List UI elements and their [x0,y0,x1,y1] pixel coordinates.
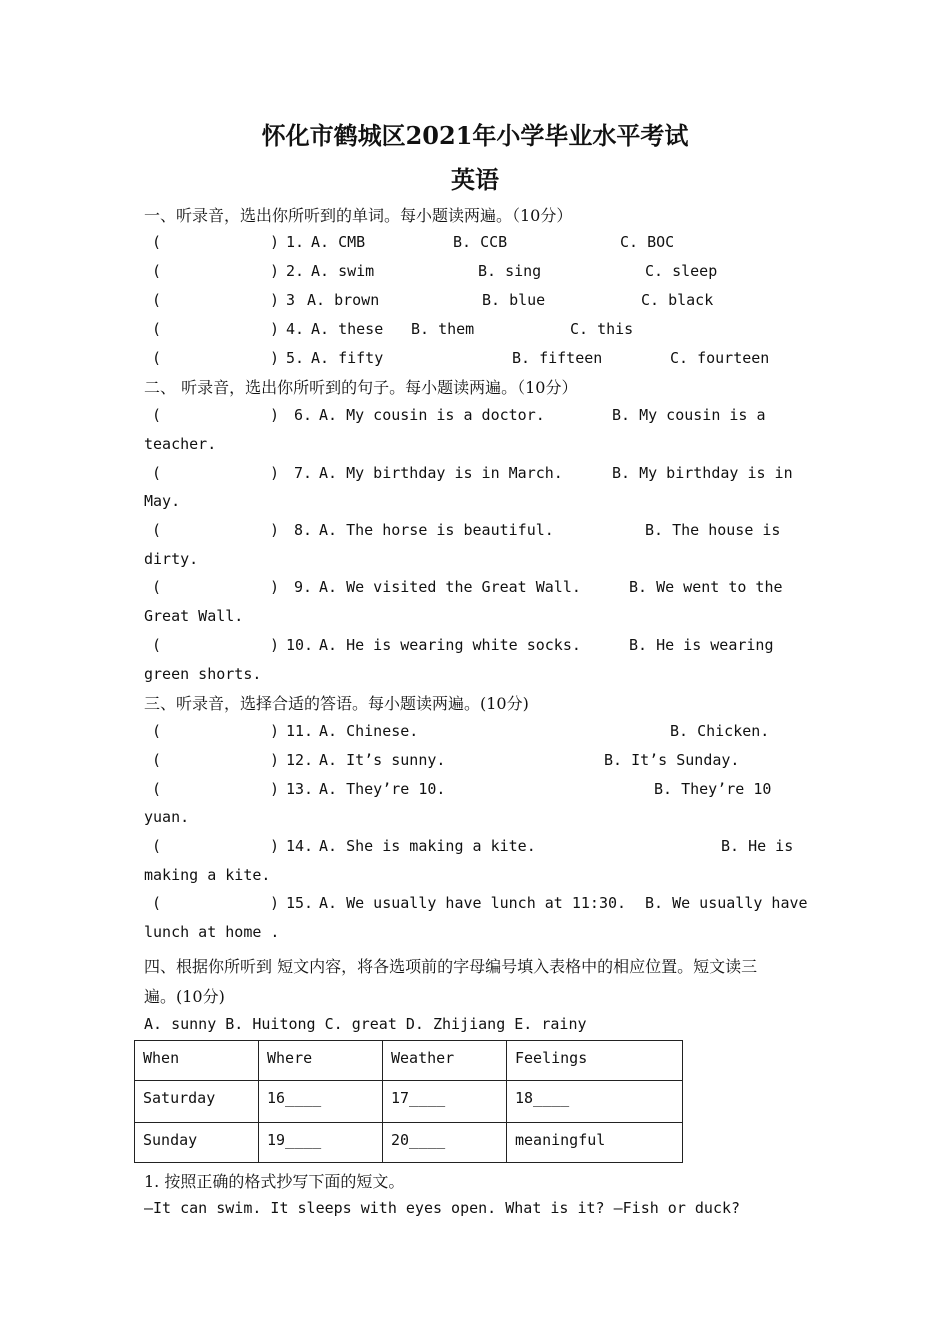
option-b: B. We went to the [629,578,783,596]
question-number: 10. [286,636,314,654]
answer-blank-open: ( [152,780,162,798]
option-a: A. fifty [311,349,384,367]
question-10-continued: green shorts. [144,665,262,683]
option-c: C. BOC [620,233,675,251]
answer-blank-close: ) [270,349,280,367]
answer-blank-open: ( [152,262,162,280]
table-cell: meaningful [507,1123,683,1163]
table-header-cell: Where [259,1041,383,1081]
question-13-continued: yuan. [144,808,190,826]
option-a: A. The horse is beautiful. [319,521,554,539]
table-cell: Sunday [135,1123,259,1163]
answer-blank-open: ( [152,751,162,769]
question-15-continued: lunch at home . [144,923,280,941]
question-number: 9. [294,578,313,596]
page-subtitle: 英语 [451,165,499,194]
question-number: 5. [286,349,305,367]
table-cell: 16____ [259,1081,383,1123]
table-cell: 18____ [507,1081,683,1123]
answer-blank-close: ) [270,578,280,596]
answer-blank-close: ) [270,751,280,769]
question-6 [144,406,804,428]
answer-blank-open: ( [152,636,162,654]
section-3-heading: 三、听录音，选择合适的答语。每小题读两遍。(10分) [144,694,529,713]
option-b: B. He is [721,837,794,855]
answer-blank-open: ( [152,894,162,912]
question-2 [144,262,804,284]
question-8-continued: dirty. [144,550,199,568]
answer-blank-close: ) [270,233,280,251]
table-header-cell: Weather [383,1041,507,1081]
table-row [135,1123,683,1163]
answer-blank-open: ( [152,722,162,740]
question-1 [144,233,804,255]
option-a: A. My cousin is a doctor. [319,406,545,424]
table-header-cell: Feelings [507,1041,683,1081]
option-a: A. Chinese. [319,722,419,740]
option-a: A. He is wearing white socks. [319,636,581,654]
section-5-heading: 1. 按照正确的格式抄写下面的短文。 [144,1172,405,1191]
option-c: C. black [641,291,714,309]
answer-blank-close: ) [270,894,280,912]
option-b: B. The house is [645,521,781,539]
option-a: A. CMB [311,233,366,251]
answer-blank-open: ( [152,349,162,367]
option-a: A. It’s sunny. [319,751,446,769]
question-15 [144,894,808,916]
option-b: B. He is wearing [629,636,774,654]
option-a: A. My birthday is in March. [319,464,563,482]
question-4 [144,320,804,342]
question-6-continued: teacher. [144,435,217,453]
answer-blank-open: ( [152,406,162,424]
option-b: B. They’re 10 [654,780,772,798]
question-14 [144,837,804,859]
option-b: B. My cousin is a [612,406,766,424]
section-4-heading-continued: 遍。(10分) [144,987,225,1006]
answer-blank-open: ( [152,233,162,251]
table-header-row [135,1041,683,1081]
answer-blank-close: ) [270,521,280,539]
question-9 [144,578,804,600]
option-c: C. sleep [645,262,718,280]
answer-blank-close: ) [270,291,280,309]
question-number: 8. [294,521,313,539]
option-b: B. My birthday is in [612,464,793,482]
option-a: A. these [311,320,384,338]
question-5 [144,349,804,371]
answer-blank-open: ( [152,291,162,309]
answer-blank-close: ) [270,406,280,424]
option-c: C. this [570,320,634,338]
answer-blank-close: ) [270,636,280,654]
option-a: A. We usually have lunch at 11:30. [319,894,627,912]
table-header-cell: When [135,1041,259,1081]
table-cell: Saturday [135,1081,259,1123]
section-4-options: A. sunny B. Huitong C. great D. Zhijiang E. rainy [144,1015,587,1033]
question-number: 1. [286,233,305,251]
option-b: B. CCB [453,233,508,251]
question-9-continued: Great Wall. [144,607,244,625]
option-b: B. It’s Sunday. [604,751,740,769]
question-10 [144,636,804,658]
answer-blank-close: ) [270,722,280,740]
option-b: B. Chicken. [670,722,770,740]
question-number: 11. [286,722,314,740]
table-row [135,1081,683,1123]
section-4-heading: 四、根据你所听到 短文内容，将各选项前的字母编号填入表格中的相应位置。短文读三 [144,957,758,976]
question-13 [144,780,804,802]
question-number: 3 [286,291,296,309]
question-7 [144,464,804,486]
answer-blank-open: ( [152,578,162,596]
option-b: B. sing [478,262,542,280]
option-b: B. fifteen [512,349,603,367]
answer-blank-close: ) [270,837,280,855]
section-2-heading: 二、 听录音，选出你所听到的句子。每小题读两遍。（10分） [144,378,578,397]
question-11 [144,722,804,744]
table-cell: 20____ [383,1123,507,1163]
question-number: 13. [286,780,314,798]
option-a: A. swim [311,262,375,280]
question-7-continued: May. [144,492,181,510]
question-number: 6. [294,406,313,424]
question-number: 14. [286,837,314,855]
answer-blank-open: ( [152,464,162,482]
question-8 [144,521,804,543]
copy-text: —It can swim. It sleeps with eyes open. What is it? —Fish or duck? [144,1199,741,1217]
section-1-heading: 一、听录音，选出你所听到的单词。每小题读两遍。（10分） [144,206,573,225]
answer-blank-close: ) [270,320,280,338]
question-12 [144,751,804,773]
option-b: B. them [411,320,475,338]
table-cell: 17____ [383,1081,507,1123]
option-b: B. We usually have [645,894,808,912]
table-cell: 19____ [259,1123,383,1163]
page-title: 怀化市鹤城区2021年小学毕业水平考试 [261,121,689,150]
option-a: A. They’re 10. [319,780,446,798]
question-14-continued: making a kite. [144,866,271,884]
option-a: A. brown [307,291,380,309]
question-number: 4. [286,320,305,338]
answer-blank-open: ( [152,320,162,338]
option-b: B. blue [482,291,546,309]
question-number: 2. [286,262,305,280]
answer-table [134,1040,683,1163]
option-a: A. She is making a kite. [319,837,536,855]
question-number: 7. [294,464,313,482]
answer-blank-open: ( [152,521,162,539]
question-number: 12. [286,751,314,769]
option-c: C. fourteen [670,349,770,367]
answer-blank-close: ) [270,780,280,798]
question-number: 15. [286,894,314,912]
answer-blank-close: ) [270,262,280,280]
answer-blank-close: ) [270,464,280,482]
question-3 [144,291,804,313]
answer-blank-open: ( [152,837,162,855]
option-a: A. We visited the Great Wall. [319,578,581,596]
